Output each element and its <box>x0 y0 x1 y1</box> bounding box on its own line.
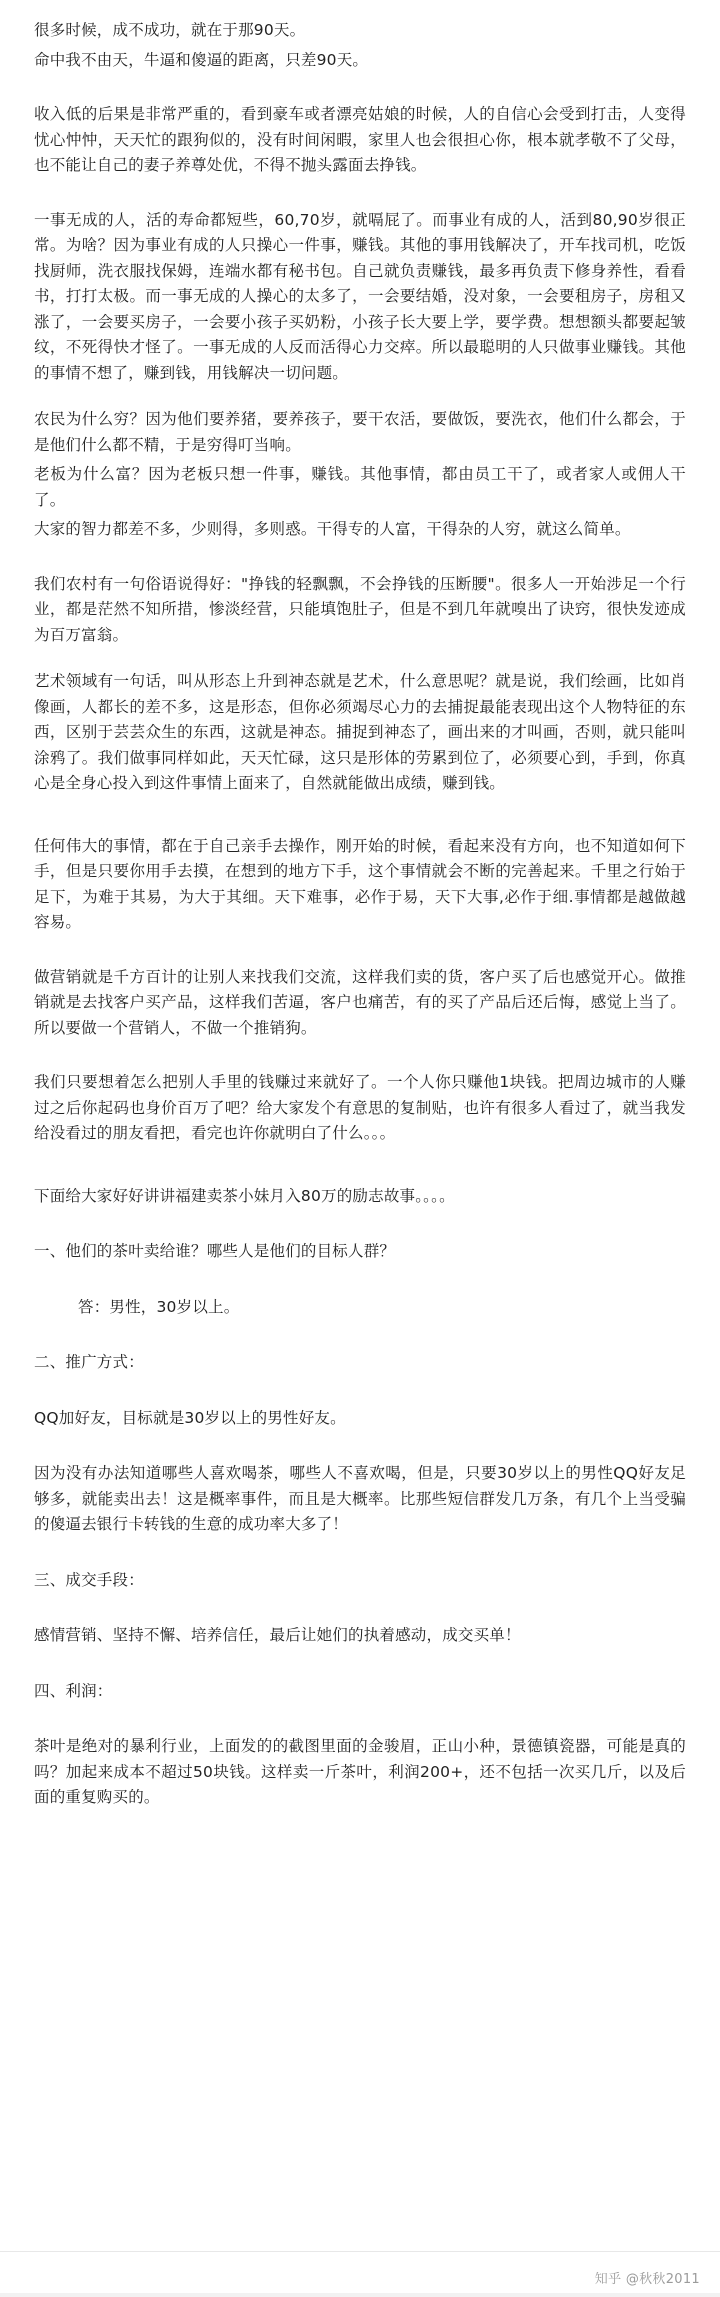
section-heading: 二、推广方式： <box>34 1353 144 1371</box>
paragraph: 感情营销、坚持不懈、培养信任，最后让她们的执着感动，成交买单！ <box>34 1626 521 1644</box>
paragraph: 一事无成的人，活的寿命都短些，60,70岁，就嗝屁了。而事业有成的人，活到80,90岁很正常。为啥？因为事业有成的人只操心一件事，赚钱。其他的事用钱解决了，开车找司机，吃饭找厨师，洗衣服找保姆，连端水都有秘书包。自己就负责赚钱，最多再负责下修身养性，看看书，打打太极。而一事无成的人操心的太多了，一会要结婚，没对象，一会要租房子，房租又涨了，一会要买房子，一会要小孩子买奶粉，小孩子长大要上学，要学费。想想额头都要起皱纹，不死得快才怪了。一事无成的人反而活得心力交瘁。所以最聪明的人只做事业赚钱。其他的事情不想了，赚到钱，用钱解决一切问题。 <box>34 210 686 382</box>
spacer <box>34 818 686 834</box>
paragraph: 大家的智力都差不多，少则得，多则惑。干得专的人富，干得杂的人穷，就这么简单。 <box>34 520 631 538</box>
paragraph: 下面给大家好好讲讲福建卖茶小妹月入80万的励志故事。。。。 <box>34 1186 455 1205</box>
page-footer <box>0 2251 720 2297</box>
spacer <box>34 1168 686 1184</box>
paragraph: 茶叶是绝对的暴利行业，上面发的的截图里面的金骏眉，正山小种，景德镇瓷器，可能是真的吗？加起来成本不超过50块钱。这样卖一斤茶叶，利润200+，还不包括一次买几斤，以及后面的重复购买的。 <box>34 1737 686 1806</box>
paragraph: 做营销就是千方百计的让别人来找我们交流，这样我们卖的货，客户买了后也感觉开心。做推销就是去找客户买产品，这样我们苦逼，客户也痛苦，有的买了产品后还后悔，感觉上当了。所以要做一个营销人，不做一个推销狗。 <box>34 967 686 1037</box>
paragraph: 答：男性，30岁以上。 <box>78 1297 240 1316</box>
watermark-text: 知乎 @秋秋2011 <box>594 2272 700 2287</box>
paragraph: 收入低的后果是非常严重的，看到豪车或者漂亮姑娘的时候，人的自信心会受到打击，人变得忧心忡忡，天天忙的跟狗似的，没有时间闲暇，家里人也会很担心你，根本就孝敬不了父母，也不能让自己的妻子养尊处优，不得不抛头露面去挣钱。 <box>34 105 686 174</box>
paragraph: 艺术领域有一句话，叫从形态上升到神态就是艺术，什么意思呢？就是说，我们绘画，比如肖像画，人都长的差不多，这是形态，但你必须竭尽心力的去捕捉最能表现出这个人物特征的东西，区别于芸芸众生的东西，这就是神态。捕捉到神态了，画出来的才叫画，否则，就只能叫涂鸦了。我们做事同样如此，天天忙碌，这只是形体的劳累到位了，必须要心到，手到，你真心是全身心投入到这件事情上面来了，自然就能做出成绩，赚到钱。 <box>34 672 686 792</box>
spacer <box>34 957 686 965</box>
spacer <box>34 200 686 208</box>
paragraph: 老板为什么富？因为老板只想一件事，赚钱。其他事情，都由员工干了，或者家人或佣人干了。 <box>34 465 686 509</box>
paragraph: 因为没有办法知道哪些人喜欢喝茶，哪些人不喜欢喝，但是，只要30岁以上的男性QQ好友足够多，就能卖出去！这是概率事件，而且是大概率。比那些短信群发几万条，有几个上当受骗的傻逼去银行卡转钱的生意的成功率大多了！ <box>34 1464 686 1533</box>
paragraph: QQ加好友，目标就是30岁以上的男性好友。 <box>34 1408 346 1427</box>
spacer <box>34 94 686 102</box>
section-heading: 一、他们的茶叶卖给谁？哪些人是他们的目标人群？ <box>34 1242 396 1260</box>
paragraph: 任何伟大的事情，都在于自己亲手去操作，刚开始的时候，看起来没有方向，也不知道如何下手，但是只要你用手去摸，在想到的地方下手，这个事情就会不断的完善起来。千里之行始于足下，为难于其易，为大于其细。天下难事，必作于易，天下大事,必作于细.事情都是越做越容易。 <box>34 836 686 931</box>
paragraph: 很多时候，成不成功，就在于那90天。 <box>34 21 306 39</box>
section-heading: 四、利润： <box>34 1681 113 1700</box>
paragraph: 我们只要想着怎么把别人手里的钱赚过来就好了。一个人你只赚他1块钱。把周边城市的人赚过之后你起码也身价百万了吧？给大家发个有意思的复制贴，也许有很多人看过了，就当我发给没看过的朋友看把，看完也许你就明白了什么。。。 <box>34 1073 686 1142</box>
spacer <box>34 1062 686 1070</box>
watermark <box>595 2268 700 2287</box>
paragraph: 我们农村有一句俗语说得好："挣钱的轻飘飘，不会挣钱的压断腰"。很多人一开始涉足一个行业，都是茫然不知所措，惨淡经营，只能填饱肚子，但是不到几年就嗅出了诀窍，很快发迹成为百万富翁。 <box>34 574 686 644</box>
section-heading: 三、成交手段： <box>34 1570 144 1589</box>
paragraph: 命中我不由天，牛逼和傻逼的距离，只差90天。 <box>34 50 369 69</box>
paragraph: 农民为什么穷？因为他们要养猪，要养孩子，要干农活，要做饭，要洗衣，他们什么都会，于是他们什么都不精，于是穷得叮当响。 <box>34 410 686 454</box>
spacer <box>34 564 686 572</box>
bottom-bar <box>0 2293 720 2297</box>
